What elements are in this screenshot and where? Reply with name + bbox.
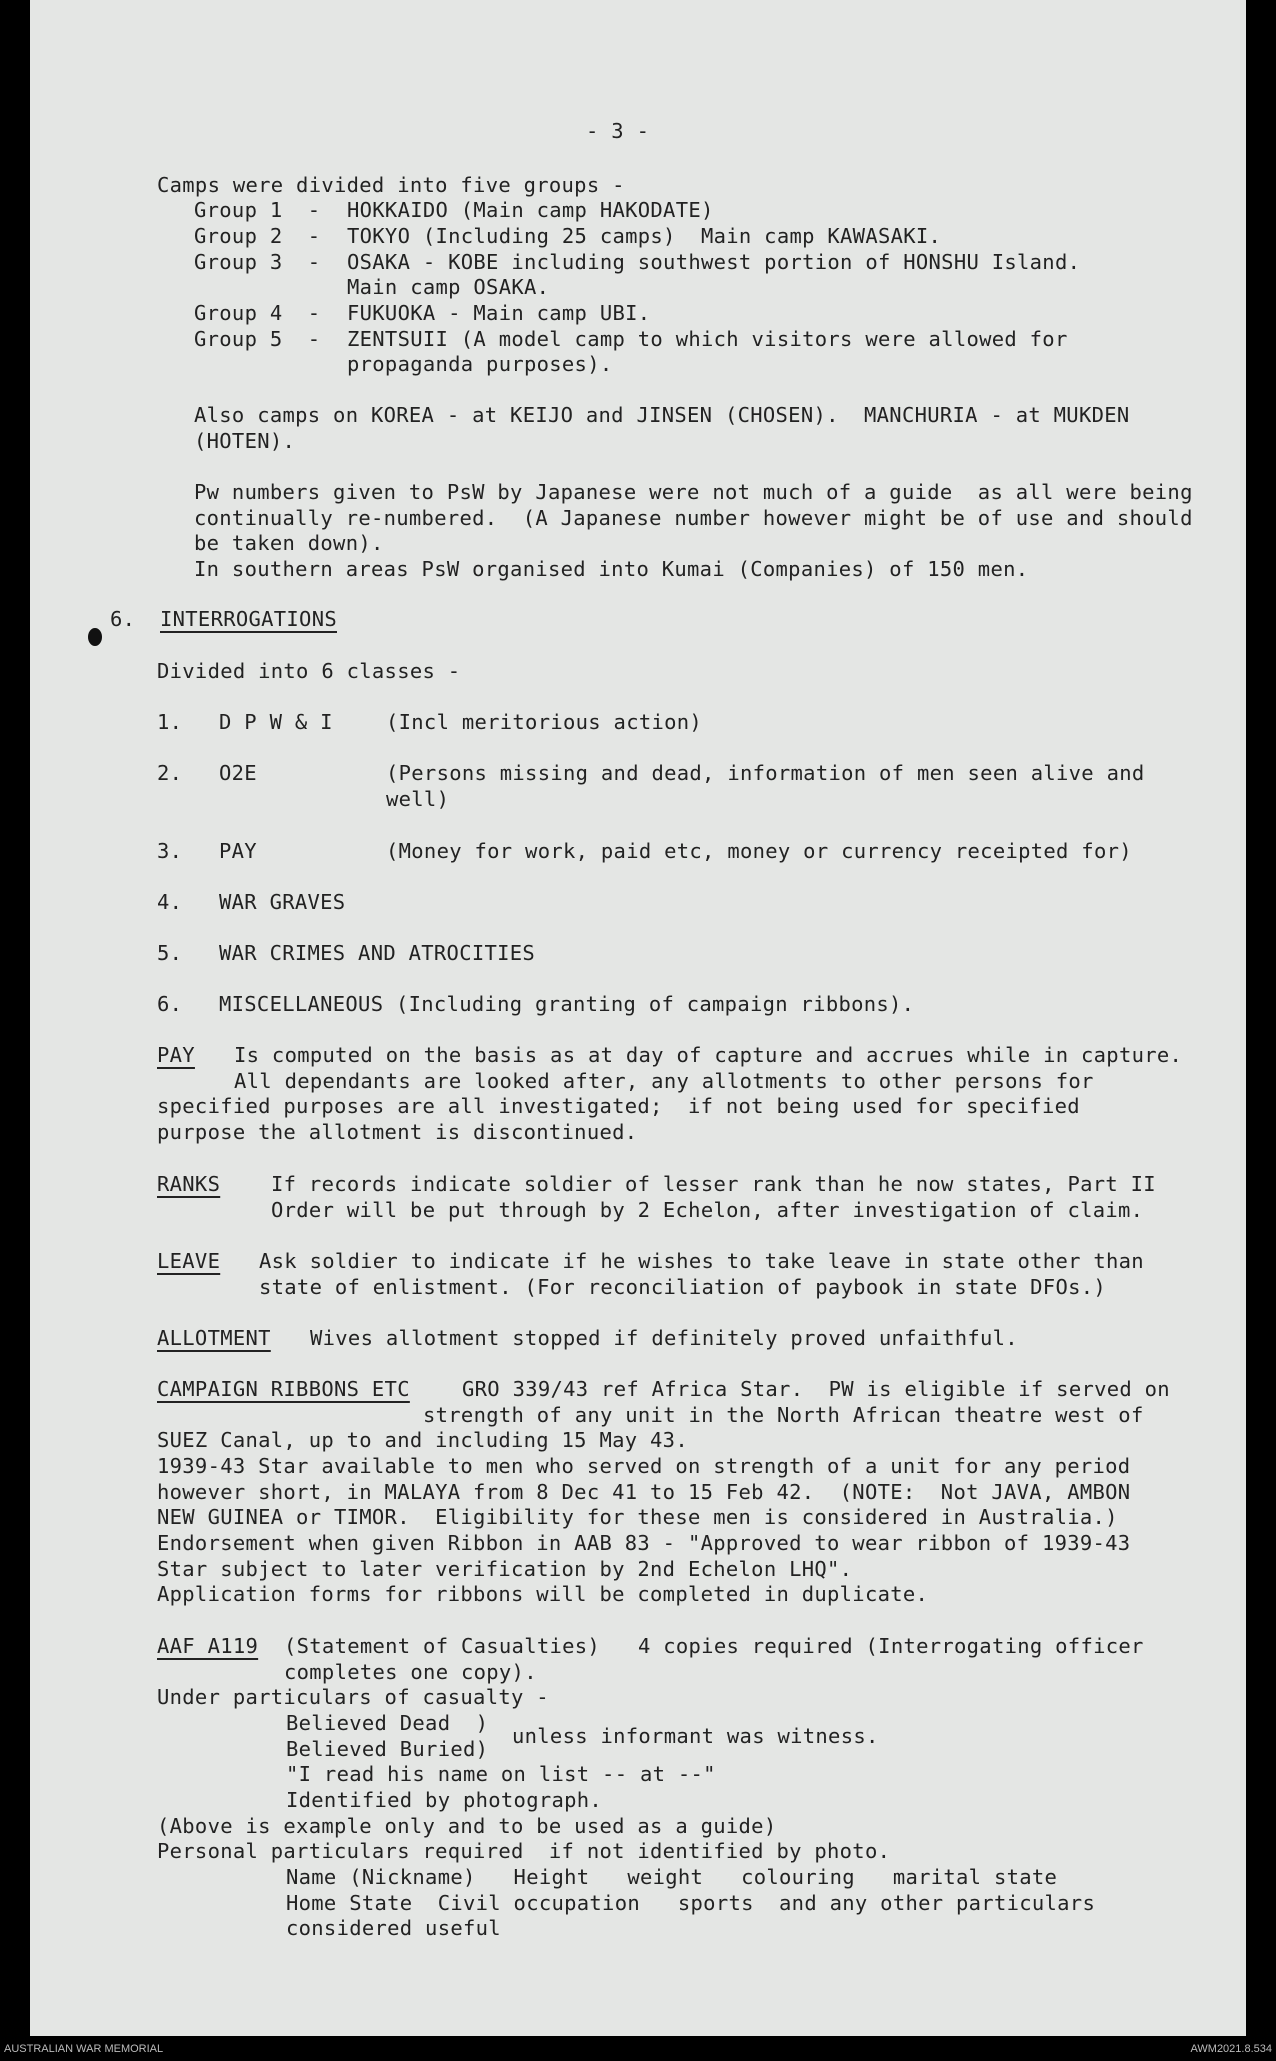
also-camps-line: (HOTEN). <box>194 429 296 453</box>
group-label: Group 1 - <box>194 198 321 222</box>
campaign-line: SUEZ Canal, up to and including 15 May 43. <box>157 1428 688 1452</box>
group-label: Group 2 - <box>194 224 321 248</box>
class-name: PAY <box>219 839 257 863</box>
class-name: WAR GRAVES <box>219 890 346 914</box>
aaf-personal: Personal particulars required if not identified by photo. <box>157 1839 891 1863</box>
group-text: TOKYO (Including 25 camps) Main camp KAWASAKI. <box>347 224 942 248</box>
pay-line: purpose the allotment is discontinued. <box>157 1120 638 1144</box>
aaf-believed-dead: Believed Dead ) <box>286 1711 489 1735</box>
leave-line: state of enlistment. (For reconciliation of paybook in state DFOs.) <box>259 1275 1107 1299</box>
group-text: OSAKA - KOBE including southwest portion of HONSHU Island. <box>347 250 1081 274</box>
pay-line: specified purposes are all investigated; if not being used for specified <box>157 1094 1080 1118</box>
allotment-label: ALLOTMENT <box>157 1326 271 1350</box>
leave-line: Ask soldier to indicate if he wishes to take leave in state other than <box>259 1249 1144 1273</box>
aaf-unless: unless informant was witness. <box>512 1724 879 1748</box>
class-name: D P W & I <box>219 710 333 734</box>
footer-source: AUSTRALIAN WAR MEMORIAL <box>4 2043 164 2055</box>
ranks-line: Order will be put through by 2 Echelon, after investigation of claim. <box>271 1198 1144 1222</box>
class-description: (Persons missing and dead, information of men seen alive and <box>386 761 1145 785</box>
pw-numbers-line: be taken down). <box>194 531 384 555</box>
aaf-line: (Statement of Casualties) 4 copies required (Interrogating officer <box>284 1634 1144 1658</box>
class-number: 6. <box>157 992 183 1016</box>
campaign-line: Star subject to later verification by 2nd Echelon LHQ". <box>157 1557 853 1581</box>
pay-line: Is computed on the basis as at day of capture and accrues while in capture. <box>234 1043 1183 1067</box>
class-description: well) <box>386 787 450 811</box>
allotment-text: Wives allotment stopped if definitely proved unfaithful. <box>310 1326 1018 1350</box>
page-number: - 3 - <box>586 119 650 143</box>
pay-label: PAY <box>157 1043 195 1067</box>
campaign-line: 1939-43 Star available to men who served on strength of a unit for any period <box>157 1454 1131 1478</box>
group-text: Main camp OSAKA. <box>347 275 550 299</box>
class-description: (Incl meritorious action) <box>386 710 703 734</box>
aaf-believed-buried: Believed Buried) <box>286 1737 489 1761</box>
section-number: 6. <box>110 607 136 631</box>
pay-line: All dependants are looked after, any allotments to other persons for <box>234 1069 1094 1093</box>
aaf-considered: considered useful <box>286 1916 501 1940</box>
pw-numbers-line: Pw numbers given to PsW by Japanese were not much of a guide as all were being <box>194 480 1193 504</box>
class-description: (Money for work, paid etc, money or currency receipted for) <box>386 839 1132 863</box>
also-camps-line: Also camps on KOREA - at KEIJO and JINSEN (CHOSEN). MANCHURIA - at MUKDEN <box>194 403 1130 427</box>
group-label: Group 3 - <box>194 250 321 274</box>
campaign-line: GRO 339/43 ref Africa Star. PW is eligible if served on <box>462 1377 1170 1401</box>
document-page <box>30 0 1246 2036</box>
campaign-line: NEW GUINEA or TIMOR. Eligibility for these men is considered in Australia.) <box>157 1505 1118 1529</box>
aaf-line: completes one copy). <box>284 1660 537 1684</box>
group-text: propaganda purposes). <box>347 352 613 376</box>
pw-numbers-line: In southern areas PsW organised into Kumai (Companies) of 150 men. <box>194 557 1029 581</box>
class-number: 5. <box>157 941 183 965</box>
ranks-label: RANKS <box>157 1172 221 1196</box>
aaf-read: "I read his name on list -- at --" <box>286 1762 716 1786</box>
aaf-label: AAF A119 <box>157 1634 259 1658</box>
leave-label: LEAVE <box>157 1249 221 1273</box>
aaf-home: Home State Civil occupation sports and any other particulars <box>286 1891 1096 1915</box>
class-number: 4. <box>157 890 183 914</box>
interrogations-heading: INTERROGATIONS <box>160 607 337 631</box>
aaf-identified: Identified by photograph. <box>286 1788 603 1812</box>
class-name: MISCELLANEOUS (Including granting of campaign ribbons). <box>219 992 915 1016</box>
campaign-line: strength of any unit in the North African theatre west of <box>423 1403 1144 1427</box>
pw-numbers-line: continually re-numbered. (A Japanese number however might be of use and should <box>194 506 1193 530</box>
aaf-name: Name (Nickname) Height weight colouring marital state <box>286 1865 1058 1889</box>
class-name: WAR CRIMES AND ATROCITIES <box>219 941 536 965</box>
class-number: 2. <box>157 761 183 785</box>
campaign-line: however short, in MALAYA from 8 Dec 41 to 15 Feb 42. (NOTE: Not JAVA, AMBON <box>157 1480 1131 1504</box>
class-number: 1. <box>157 710 183 734</box>
aaf-above: (Above is example only and to be used as a guide) <box>157 1814 777 1838</box>
ranks-line: If records indicate soldier of lesser rank than he now states, Part II <box>271 1172 1156 1196</box>
group-text: FUKUOKA - Main camp UBI. <box>347 301 651 325</box>
campaign-line: Endorsement when given Ribbon in AAB 83 - "Approved to wear ribbon of 1939-43 <box>157 1531 1131 1555</box>
punch-hole-mark <box>88 628 102 646</box>
group-label: Group 5 - <box>194 327 321 351</box>
interrogations-intro: Divided into 6 classes - <box>157 659 461 683</box>
footer-id: AWM2021.8.534 <box>1190 2043 1272 2055</box>
aaf-under: Under particulars of casualty - <box>157 1685 549 1709</box>
group-text: HOKKAIDO (Main camp HAKODATE) <box>347 198 714 222</box>
group-text: ZENTSUII (A model camp to which visitors were allowed for <box>347 327 1068 351</box>
campaign-line: Application forms for ribbons will be completed in duplicate. <box>157 1582 929 1606</box>
class-name: O2E <box>219 761 257 785</box>
class-number: 3. <box>157 839 183 863</box>
campaign-label: CAMPAIGN RIBBONS ETC <box>157 1377 410 1401</box>
group-label: Group 4 - <box>194 301 321 325</box>
camps-intro: Camps were divided into five groups - <box>157 173 625 197</box>
